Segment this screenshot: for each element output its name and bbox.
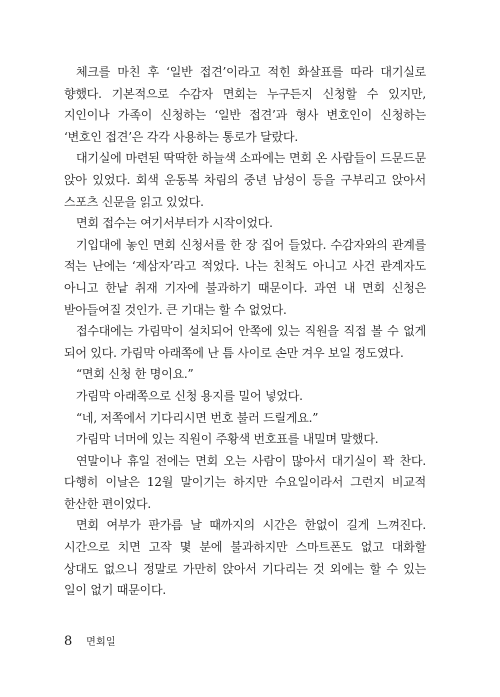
dialogue-line: “면회 신청 한 명이요.” bbox=[76, 367, 194, 382]
paragraph: 접수대에는 가림막이 설치되어 안쪽에 있는 직원을 직접 볼 수 없게 되어 있다. 가림막 아래쪽에 난 틈 사이로 손만 겨우 보일 정도였다. bbox=[64, 324, 426, 360]
paragraph: 가림막 아래쪽으로 신청 용지를 밀어 넣었다. bbox=[76, 388, 303, 403]
page-footer bbox=[64, 633, 116, 649]
paragraph: 기입대에 놓인 면회 신청서를 한 장 집어 들었다. 수감자와의 관계를 적는 난에는 ‘제삼자’라고 적었다. 나는 친척도 아니고 사건 관계자도 아니고 한낱 취재 기자에 불과하기 때문이다. 과연 내 면회 신청은 받아들여질 것인가. 큰 기대는 할 수 없었다. bbox=[64, 237, 426, 317]
paragraph: 체크를 마친 후 ‘일반 접견’이라고 적힌 화살표를 따라 대기실로 향했다. 기본적으로 수감자 면회는 누구든지 신청할 수 있지만, 지인이나 가족이 신청하는 ‘일반 접견’과 형사 변호인이 신청하는 ‘변호인 접견’은 각각 사용하는 통로가 달랐다. bbox=[64, 65, 426, 144]
dialogue-line: “네, 저쪽에서 기다리시면 번호 불러 드릴게요.” bbox=[76, 410, 319, 425]
paragraph: 연말이나 휴일 전에는 면회 오는 사람이 많아서 대기실이 꽉 찬다. 다행히 이날은 12월 말이기는 하지만 수요일이라서 그런지 비교적 한산한 편이었다. bbox=[64, 453, 426, 511]
paragraph: 면회 여부가 판가름 날 때까지의 시간은 한없이 길게 느껴진다. 시간으로 치면 고작 몇 분에 불과하지만 스마트폰도 없고 대화할 상대도 없으니 정말로 가만히 앉아서 기다리는 것 외에는 할 수 있는 일이 없기 때문이다. bbox=[64, 518, 426, 598]
body-text bbox=[64, 62, 426, 602]
page-number: 8 bbox=[64, 634, 73, 649]
paragraph: 면회 접수는 여기서부터가 시작이었다. bbox=[76, 216, 273, 231]
paragraph: 가림막 너머에 있는 직원이 주황색 번호표를 내밀며 말했다. bbox=[76, 432, 379, 447]
running-title: 면회일 bbox=[86, 637, 116, 648]
paragraph: 대기실에 마련된 딱딱한 하늘색 소파에는 면회 온 사람들이 드문드문 앉아 있었다. 회색 운동복 차림의 중년 남성이 등을 구부리고 앉아서 스포츠 신문을 읽고 있었다. bbox=[64, 151, 426, 209]
